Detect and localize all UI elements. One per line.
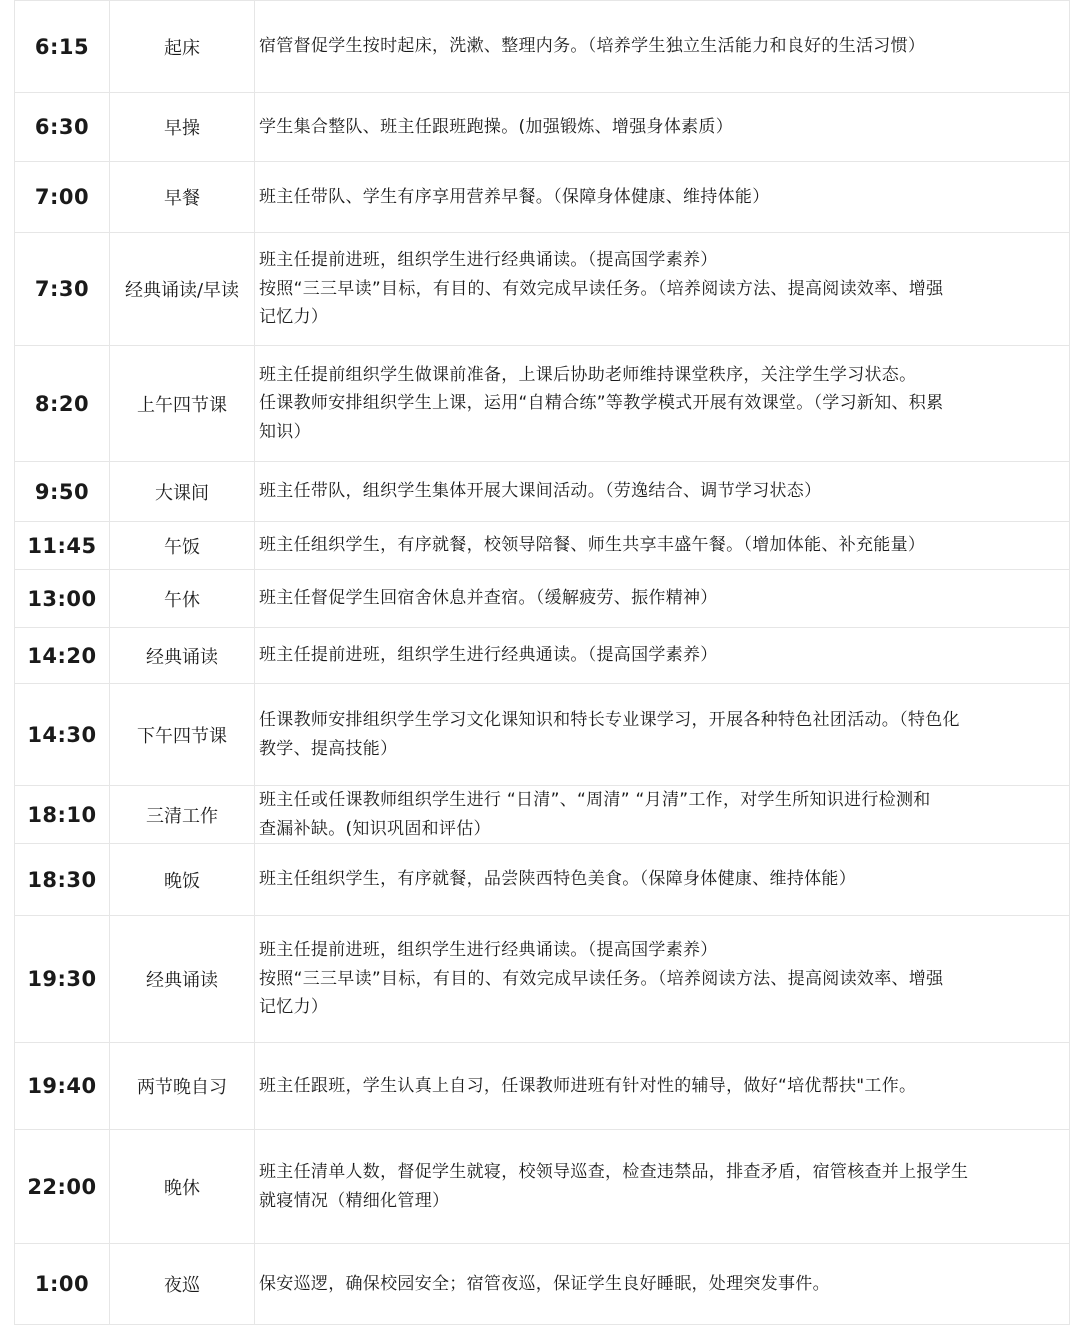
activity-cell: 早操 bbox=[110, 93, 255, 162]
description-line: 班主任督促学生回宿舍休息并查宿。（缓解疲劳、振作精神） bbox=[259, 588, 718, 609]
description-line: 就寝情况（精细化管理） bbox=[259, 1190, 450, 1211]
time-cell: 19:40 bbox=[15, 1043, 110, 1130]
description-line: 班主任带队，组织学生集体开展大课间活动。（劳逸结合、调节学习状态） bbox=[259, 481, 822, 502]
activity-cell: 早餐 bbox=[110, 162, 255, 233]
description-cell bbox=[255, 570, 1070, 628]
description-line: 宿管督促学生按时起床，洗漱、整理内务。（培养学生独立生活能力和良好的生活习惯） bbox=[259, 36, 926, 57]
time-cell: 14:30 bbox=[15, 684, 110, 786]
description-line: 班主任或任课教师组织学生进行 “日清”、“周清” “月清”工作，对学生所知识进行检测和 bbox=[259, 790, 931, 810]
schedule-body bbox=[15, 1, 1070, 1325]
description-line: 班主任提前组织学生做课前准备，上课后协助老师维持课堂秩序，关注学生学习状态。 bbox=[259, 364, 917, 385]
description-cell bbox=[255, 233, 1070, 346]
time-cell: 11:45 bbox=[15, 522, 110, 570]
description-line: 查漏补缺。(知识巩固和评估） bbox=[259, 818, 491, 839]
schedule-row bbox=[15, 916, 1070, 1043]
activity-cell: 大课间 bbox=[110, 462, 255, 522]
activity-cell: 上午四节课 bbox=[110, 346, 255, 462]
description-line: 学生集合整队、班主任跟班跑操。(加强锻炼、增强身体素质） bbox=[259, 116, 734, 137]
schedule-row bbox=[15, 628, 1070, 684]
activity-cell: 午休 bbox=[110, 570, 255, 628]
activity-cell: 经典诵读/早读 bbox=[110, 233, 255, 346]
description-line: 知识） bbox=[259, 421, 311, 442]
description-cell bbox=[255, 522, 1070, 570]
schedule-row bbox=[15, 684, 1070, 786]
schedule-row bbox=[15, 1130, 1070, 1244]
schedule-row bbox=[15, 346, 1070, 462]
time-cell: 6:30 bbox=[15, 93, 110, 162]
schedule-table bbox=[14, 0, 1070, 1325]
description-cell bbox=[255, 162, 1070, 233]
schedule-row bbox=[15, 786, 1070, 844]
description-cell bbox=[255, 786, 1070, 844]
activity-cell: 午饭 bbox=[110, 522, 255, 570]
activity-cell: 三清工作 bbox=[110, 786, 255, 844]
schedule-row bbox=[15, 233, 1070, 346]
schedule-row bbox=[15, 162, 1070, 233]
activity-cell: 起床 bbox=[110, 1, 255, 93]
activity-cell: 晚休 bbox=[110, 1130, 255, 1244]
description-cell bbox=[255, 628, 1070, 684]
description-line: 班主任提前进班，组织学生进行经典诵读。（提高国学素养） bbox=[259, 940, 718, 961]
description-line: 任课教师安排组织学生上课，运用“自精合练”等教学模式开展有效课堂。（学习新知、积累 bbox=[259, 393, 944, 414]
activity-cell: 经典诵读 bbox=[110, 916, 255, 1043]
description-cell bbox=[255, 1, 1070, 93]
time-cell: 6:15 bbox=[15, 1, 110, 93]
time-cell: 9:50 bbox=[15, 462, 110, 522]
time-cell: 7:00 bbox=[15, 162, 110, 233]
description-line: 班主任组织学生，有序就餐，品尝陕西特色美食。（保障身体健康、维持体能） bbox=[259, 869, 856, 890]
time-cell: 19:30 bbox=[15, 916, 110, 1043]
description-cell bbox=[255, 1130, 1070, 1244]
schedule-row bbox=[15, 1043, 1070, 1130]
schedule-row bbox=[15, 522, 1070, 570]
activity-cell: 经典诵读 bbox=[110, 628, 255, 684]
schedule-row bbox=[15, 1, 1070, 93]
time-cell: 18:10 bbox=[15, 786, 110, 844]
schedule-row bbox=[15, 570, 1070, 628]
description-line: 教学、提高技能） bbox=[259, 738, 398, 759]
description-line: 班主任组织学生，有序就餐，校领导陪餐、师生共享丰盛午餐。（增加体能、补充能量） bbox=[259, 535, 926, 556]
time-cell: 13:00 bbox=[15, 570, 110, 628]
activity-cell: 晚饭 bbox=[110, 844, 255, 916]
description-cell bbox=[255, 462, 1070, 522]
description-line: 按照“三三早读”目标，有目的、有效完成早读任务。（培养阅读方法、提高阅读效率、增强 bbox=[259, 968, 944, 989]
description-line: 任课教师安排组织学生学习文化课知识和特长专业课学习，开展各种特色社团活动。（特色化 bbox=[259, 710, 960, 730]
time-cell: 18:30 bbox=[15, 844, 110, 916]
time-cell: 22:00 bbox=[15, 1130, 110, 1244]
schedule-row bbox=[15, 93, 1070, 162]
schedule-row bbox=[15, 462, 1070, 522]
description-line: 班主任跟班，学生认真上自习，任课教师进班有针对性的辅导，做好“培优帮扶"工作。 bbox=[259, 1075, 917, 1096]
description-line: 按照“三三早读”目标，有目的、有效完成早读任务。（培养阅读方法、提高阅读效率、增强 bbox=[259, 278, 944, 299]
description-cell bbox=[255, 684, 1070, 786]
activity-cell: 下午四节课 bbox=[110, 684, 255, 786]
activity-cell: 夜巡 bbox=[110, 1244, 255, 1325]
description-line: 班主任提前进班，组织学生进行经典诵读。（提高国学素养） bbox=[259, 250, 718, 271]
schedule-row bbox=[15, 844, 1070, 916]
description-line: 班主任提前进班，组织学生进行经典通读。（提高国学素养） bbox=[259, 645, 718, 666]
description-line: 班主任带队、学生有序享用营养早餐。（保障身体健康、维持体能） bbox=[259, 186, 770, 207]
description-cell bbox=[255, 916, 1070, 1043]
description-cell bbox=[255, 1043, 1070, 1130]
time-cell: 14:20 bbox=[15, 628, 110, 684]
schedule-row bbox=[15, 1244, 1070, 1325]
description-cell bbox=[255, 1244, 1070, 1325]
activity-cell: 两节晚自习 bbox=[110, 1043, 255, 1130]
time-cell: 7:30 bbox=[15, 233, 110, 346]
description-line: 记忆力） bbox=[259, 997, 329, 1018]
description-cell bbox=[255, 346, 1070, 462]
time-cell: 1:00 bbox=[15, 1244, 110, 1325]
description-line: 班主任清单人数，督促学生就寝，校领导巡查，检查违禁品，排查矛盾，宿管核查并上报学生 bbox=[259, 1162, 969, 1182]
description-line: 记忆力） bbox=[259, 307, 329, 328]
time-cell: 8:20 bbox=[15, 346, 110, 462]
description-cell bbox=[255, 844, 1070, 916]
description-cell bbox=[255, 93, 1070, 162]
description-line: 保安巡逻，确保校园安全；宿管夜巡，保证学生良好睡眠，处理突发事件。 bbox=[259, 1273, 830, 1294]
